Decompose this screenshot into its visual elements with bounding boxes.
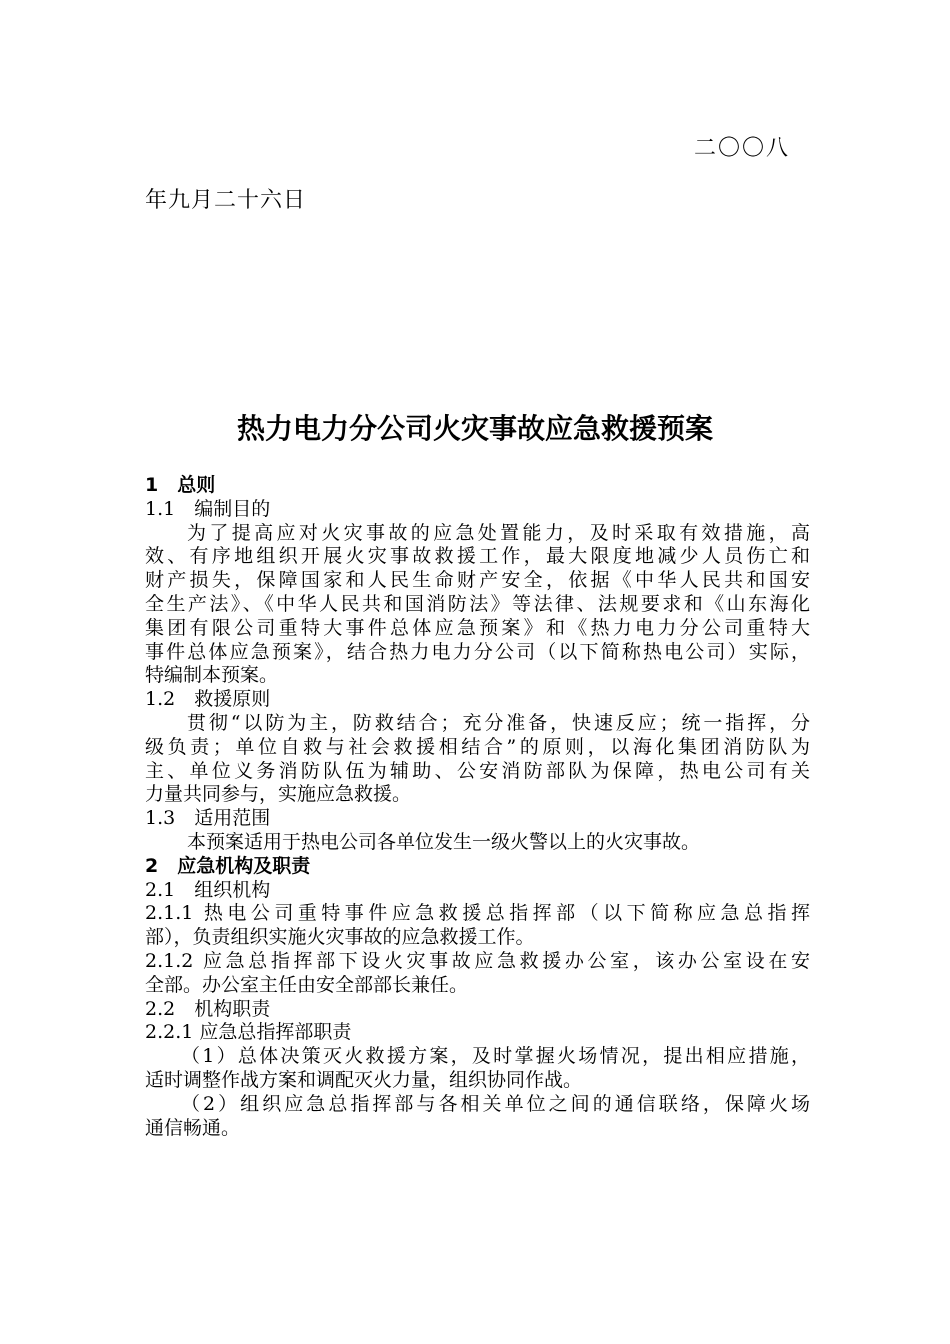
- text-line: 力量共同参与，实施应急救援。: [145, 783, 412, 806]
- section-heading: 2 应急机构及职责: [145, 854, 311, 877]
- text-line: 财产损失，保障国家和人民生命财产安全，依据《中华人民共和国安: [145, 569, 810, 592]
- text-line: 通信畅通。: [145, 1116, 241, 1139]
- text-line: 部），负责组织实施火灾事故的应急救援工作。: [145, 926, 535, 949]
- text-line: 全部。办公室主任由安全部部长兼任。: [145, 973, 469, 996]
- text-line: 为了提高应对火灾事故的应急处置能力，及时采取有效措施，高: [187, 521, 810, 544]
- text-line: 1.2 救援原则: [145, 688, 271, 711]
- text-line: 2.1.2 应急总指挥部下设火灾事故应急救援办公室，该办公室设在安: [145, 949, 810, 972]
- document-title: 热力电力分公司火灾事故应急救援预案: [236, 412, 713, 445]
- text-line: 事件总体应急预案》，结合热力电力分公司（以下简称热电公司）实际，: [145, 640, 810, 663]
- date-month-day: 年九月二十六日: [145, 188, 307, 213]
- date-year: 二〇〇八: [694, 136, 791, 161]
- text-line: 主、单位义务消防队伍为辅助、公安消防部队为保障，热电公司有关: [145, 759, 810, 782]
- text-line: 级负责；单位自救与社会救援相结合”的原则，以海化集团消防队为: [145, 735, 810, 758]
- text-line: 2.1.1 热电公司重特事件应急救援总指挥部（以下简称应急总指挥: [145, 902, 810, 925]
- text-line: 2.2.1 应急总指挥部职责: [145, 1021, 352, 1044]
- text-line: 2.2 机构职责: [145, 997, 271, 1020]
- text-line: 本预案适用于热电公司各单位发生一级火警以上的火灾事故。: [187, 830, 701, 853]
- text-line: 集团有限公司重特大事件总体应急预案》和《热力电力分公司重特大: [145, 616, 810, 639]
- text-line: 效、有序地组织开展火灾事故救援工作，最大限度地减少人员伤亡和: [145, 545, 810, 568]
- text-line: 1.3 适用范围: [145, 807, 271, 830]
- section-heading: 1 总则: [145, 474, 216, 496]
- text-line: 全生产法》、《中华人民共和国消防法》等法律、法规要求和《山东海化: [145, 592, 810, 615]
- document-body: [145, 474, 810, 1140]
- text-line: （1）总体决策灭火救援方案，及时掌握火场情况，提出相应措施，: [181, 1045, 810, 1068]
- text-line: 贯彻“以防为主，防救结合；充分准备，快速反应；统一指挥，分: [187, 711, 810, 734]
- text-line: 1.1 编制目的: [145, 497, 271, 520]
- text-line: 特编制本预案。: [145, 664, 279, 687]
- text-line: 适时调整作战方案和调配灭火力量，组织协同作战。: [145, 1068, 583, 1091]
- text-line: （2）组织应急总指挥部与各相关单位之间的通信联络，保障火场: [181, 1092, 810, 1115]
- text-line: 2.1 组织机构: [145, 878, 271, 901]
